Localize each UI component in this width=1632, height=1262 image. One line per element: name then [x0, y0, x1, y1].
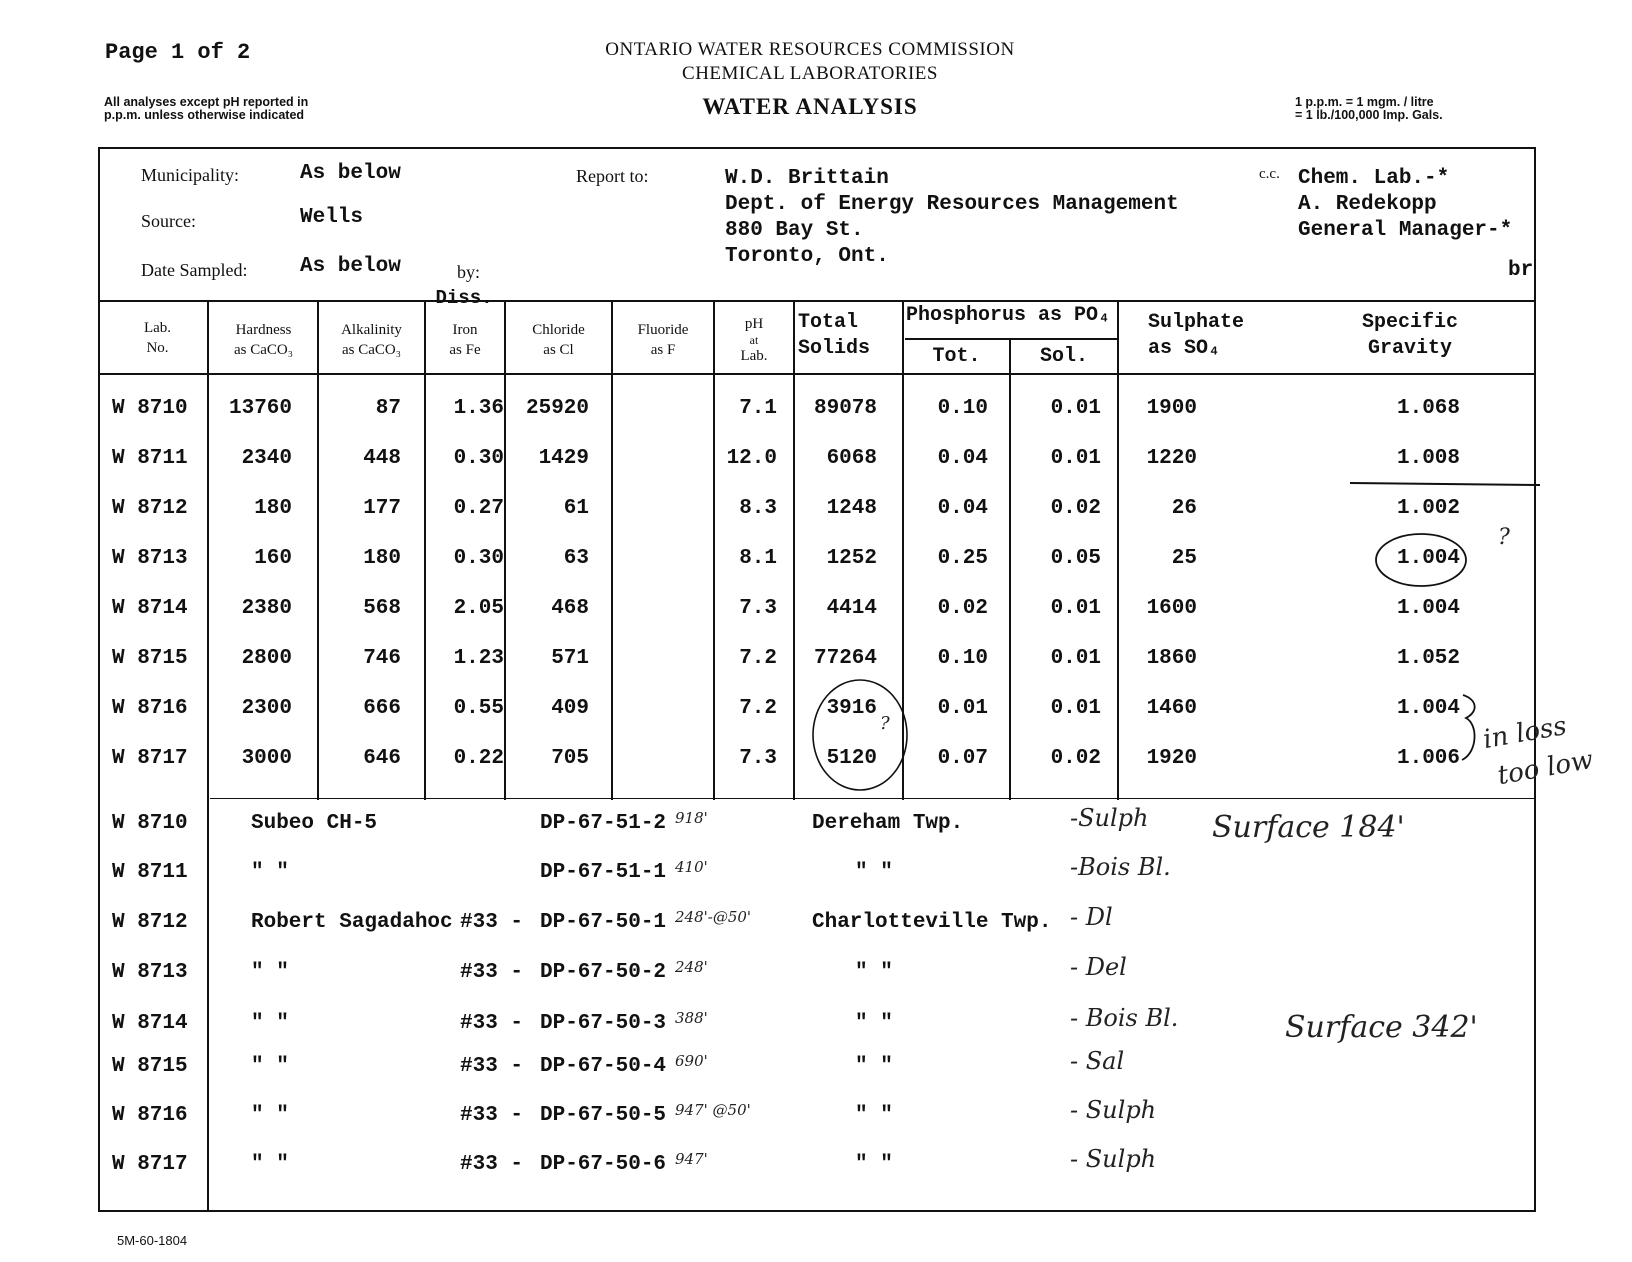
handwritten-note: - Sulph	[1070, 1096, 1157, 1124]
hardness-value: 13760	[228, 397, 292, 420]
chloride-value: 571	[551, 647, 589, 670]
lab-number: W 8713	[112, 961, 188, 984]
well-owner: Subeo CH-5	[251, 812, 378, 835]
col-header-line: as CaCO₃	[342, 342, 401, 358]
col-header-line: Solids	[798, 337, 871, 360]
alkalinity-value: 87	[375, 397, 401, 420]
report-to-label: Report to:	[576, 166, 649, 186]
units-note-line: All analyses except pH reported in	[104, 95, 309, 109]
conversion-note-line: 1 p.p.m. = 1 mgm. / litre	[1295, 95, 1434, 109]
col-header-line: Gravity	[1367, 337, 1452, 360]
iron-value: 0.22	[453, 747, 504, 770]
iron-value: 0.30	[453, 447, 504, 470]
hardness-value: 2800	[241, 647, 292, 670]
well-code: DP-67-50-5	[540, 1104, 667, 1127]
well-number: #33 -	[460, 1055, 524, 1078]
well-owner: " "	[251, 961, 289, 984]
township-ditto: " "	[855, 1012, 893, 1035]
lab-number: W 8716	[112, 697, 188, 720]
municipality-value: As below	[300, 162, 401, 185]
col-header-line: Specific	[1361, 311, 1458, 334]
col-header-line: as Cl	[543, 342, 574, 358]
total-solids-value: 1252	[826, 547, 877, 570]
handwritten-question-mark: ?	[1498, 525, 1510, 550]
lab-number: W 8717	[112, 747, 188, 770]
col-header-line: Iron	[452, 322, 478, 338]
col-header-line: as SO₄	[1148, 337, 1221, 360]
ph-value: 7.1	[739, 397, 777, 420]
township-ditto: " "	[855, 861, 893, 884]
lab-number: W 8713	[112, 547, 188, 570]
col-header-line: Chloride	[532, 322, 585, 338]
handwritten-circle	[813, 680, 907, 790]
hardness-value: 2300	[241, 697, 292, 720]
phosphorus-tot-value: 0.01	[937, 697, 988, 720]
handwritten-depth: 248'	[675, 958, 708, 976]
ph-value: 8.3	[739, 497, 777, 520]
handwritten-note: - Sulph	[1070, 1145, 1157, 1173]
sulphate-value: 1900	[1146, 397, 1197, 420]
address-line: W.D. Brittain	[725, 167, 889, 190]
handwritten-underline	[1350, 483, 1540, 485]
total-solids-value: 1248	[826, 497, 877, 520]
chloride-value: 61	[563, 497, 589, 520]
phosphorus-tot-value: 0.02	[937, 597, 988, 620]
iron-value: 0.27	[453, 497, 504, 520]
handwritten-note: - Del	[1070, 953, 1127, 981]
sulphate-value: 1860	[1146, 647, 1197, 670]
township-ditto: " "	[855, 961, 893, 984]
well-code: DP-67-50-2	[540, 961, 667, 984]
hardness-value: 180	[254, 497, 292, 520]
well-owner: " "	[251, 1012, 289, 1035]
col-header-line: as F	[650, 342, 676, 358]
handwritten-question-mark: ?	[880, 713, 890, 734]
total-solids-value: 77264	[813, 647, 877, 670]
col-header-line: as CaCO₃	[234, 342, 293, 358]
side-note-line: too low	[1495, 744, 1596, 792]
source-label: Source:	[141, 211, 196, 231]
hardness-value: 2340	[241, 447, 292, 470]
well-code: DP-67-50-1	[540, 911, 667, 934]
handwritten-note: - Sal	[1070, 1047, 1125, 1075]
col-header-p-tot: Tot.	[932, 345, 981, 368]
township: Dereham Twp.	[812, 812, 964, 835]
handwritten-depth: 248'-@50'	[675, 908, 752, 926]
handwritten-depth: 947' @50'	[675, 1101, 751, 1119]
specific-gravity-value: 1.004	[1396, 597, 1460, 620]
well-number: #33 -	[460, 961, 524, 984]
lab-number: W 8714	[112, 1012, 188, 1035]
total-solids-value: 89078	[813, 397, 877, 420]
chloride-value: 468	[551, 597, 589, 620]
iron-value: 1.23	[453, 647, 504, 670]
address-line: Dept. of Energy Resources Management	[725, 193, 1179, 216]
date-sampled-label: Date Sampled:	[141, 260, 248, 280]
lab-number: W 8717	[112, 1153, 188, 1176]
phosphorus-sol-value: 0.05	[1050, 547, 1101, 570]
cc-line: Chem. Lab.-*	[1298, 167, 1450, 190]
chloride-value: 705	[551, 747, 589, 770]
handwritten-note: - Bois Bl.	[1070, 1004, 1179, 1032]
specific-gravity-value: 1.004	[1396, 697, 1460, 720]
phosphorus-sol-value: 0.02	[1050, 497, 1101, 520]
lab-number: W 8710	[112, 397, 188, 420]
hardness-value: 160	[254, 547, 292, 570]
alkalinity-value: 746	[363, 647, 401, 670]
township: Charlotteville Twp.	[812, 911, 1052, 934]
specific-gravity-value: 1.068	[1396, 397, 1460, 420]
iron-value: 2.05	[453, 597, 504, 620]
well-code: DP-67-50-3	[540, 1012, 667, 1035]
alkalinity-value: 568	[363, 597, 401, 620]
well-code: DP-67-51-1	[540, 861, 667, 884]
well-code: DP-67-50-4	[540, 1055, 667, 1078]
township-ditto: " "	[855, 1055, 893, 1078]
chloride-value: 25920	[525, 397, 589, 420]
source-value: Wells	[300, 206, 364, 229]
township-ditto: " "	[855, 1153, 893, 1176]
col-header-diss: Diss.	[435, 287, 493, 309]
specific-gravity-value: 1.006	[1396, 747, 1460, 770]
phosphorus-sol-value: 0.01	[1050, 397, 1101, 420]
handwritten-surface-note: Surface 184'	[1212, 810, 1405, 845]
lab-number: W 8712	[112, 497, 188, 520]
phosphorus-sol-value: 0.01	[1050, 697, 1101, 720]
alkalinity-value: 448	[363, 447, 401, 470]
municipality-label: Municipality:	[141, 165, 239, 185]
sulphate-value: 26	[1171, 497, 1197, 520]
phosphorus-tot-value: 0.04	[937, 447, 988, 470]
handwritten-circle	[1376, 534, 1466, 586]
handwritten-brace	[1462, 695, 1475, 760]
handwritten-depth: 410'	[675, 858, 708, 876]
iron-value: 0.30	[453, 547, 504, 570]
cc-label: c.c.	[1259, 166, 1280, 182]
col-header-line: at	[749, 333, 759, 347]
handwritten-note: -Bois Bl.	[1070, 853, 1171, 881]
alkalinity-value: 666	[363, 697, 401, 720]
by-label: by:	[457, 262, 481, 282]
well-owner: Robert Sagadahoc	[251, 911, 453, 934]
col-header-line: Lab.	[143, 320, 172, 336]
lab-number: W 8715	[112, 1055, 188, 1078]
handwritten-depth: 918'	[675, 809, 708, 827]
well-owner: " "	[251, 861, 289, 884]
township-ditto: " "	[855, 1104, 893, 1127]
lab-number: W 8710	[112, 812, 188, 835]
handwritten-note: - Dl	[1070, 903, 1113, 931]
address-line: 880 Bay St.	[725, 219, 864, 242]
total-solids-value: 6068	[826, 447, 877, 470]
cc-line: General Manager-*	[1298, 219, 1513, 242]
specific-gravity-value: 1.052	[1396, 647, 1460, 670]
phosphorus-tot-value: 0.04	[937, 497, 988, 520]
well-number: #33 -	[460, 911, 524, 934]
ph-value: 7.2	[739, 647, 777, 670]
chloride-value: 1429	[538, 447, 589, 470]
col-header-line: Hardness	[235, 322, 292, 338]
col-header-line: Total	[798, 311, 859, 334]
alkalinity-value: 180	[363, 547, 401, 570]
alkalinity-value: 177	[363, 497, 401, 520]
lab-number: W 8711	[112, 861, 188, 884]
sulphate-value: 25	[1171, 547, 1197, 570]
cc-line: A. Redekopp	[1298, 193, 1437, 216]
well-code: DP-67-51-2	[540, 812, 667, 835]
chloride-value: 63	[563, 547, 589, 570]
phosphorus-tot-value: 0.10	[937, 397, 988, 420]
iron-value: 0.55	[453, 697, 504, 720]
lab-number: W 8716	[112, 1104, 188, 1127]
phosphorus-tot-value: 0.25	[937, 547, 988, 570]
col-header-line: pH	[744, 316, 764, 332]
well-number: #33 -	[460, 1104, 524, 1127]
lab-number: W 8715	[112, 647, 188, 670]
page-label: Page 1 of 2	[105, 40, 251, 65]
specific-gravity-value: 1.008	[1396, 447, 1460, 470]
well-owner: " "	[251, 1104, 289, 1127]
address-line: Toronto, Ont.	[725, 245, 889, 268]
ph-value: 7.3	[739, 597, 777, 620]
lab-number: W 8712	[112, 911, 188, 934]
well-owner: " "	[251, 1153, 289, 1176]
lab-number: W 8714	[112, 597, 188, 620]
phosphorus-tot-value: 0.10	[937, 647, 988, 670]
total-solids-value: 5120	[826, 747, 877, 770]
well-code: DP-67-50-6	[540, 1153, 667, 1176]
total-solids-value: 3916	[826, 697, 877, 720]
side-note-line: in loss	[1480, 710, 1569, 756]
sulphate-value: 1460	[1146, 697, 1197, 720]
ph-value: 7.2	[739, 697, 777, 720]
sulphate-value: 1220	[1146, 447, 1197, 470]
sulphate-value: 1600	[1146, 597, 1197, 620]
specific-gravity-value: 1.002	[1396, 497, 1460, 520]
well-owner: " "	[251, 1055, 289, 1078]
phosphorus-sol-value: 0.01	[1050, 447, 1101, 470]
form-code: 5M-60-1804	[117, 1233, 188, 1248]
alkalinity-value: 646	[363, 747, 401, 770]
chloride-value: 409	[551, 697, 589, 720]
col-header-line: Fluoride	[637, 322, 689, 338]
conversion-note-line: = 1 lb./100,000 Imp. Gals.	[1295, 108, 1443, 122]
lab-number: W 8711	[112, 447, 188, 470]
handwritten-depth: 388'	[675, 1009, 708, 1027]
phosphorus-tot-value: 0.07	[937, 747, 988, 770]
col-header-line: Alkalinity	[341, 322, 402, 338]
units-note-line: p.p.m. unless otherwise indicated	[104, 108, 305, 122]
col-header-phosphorus: Phosphorus as PO₄	[906, 304, 1111, 327]
col-header-line: Lab.	[740, 348, 768, 364]
col-header-p-sol: Sol.	[1039, 345, 1088, 368]
document-title: WATER ANALYSIS	[702, 94, 918, 119]
iron-value: 1.36	[453, 397, 504, 420]
specific-gravity-value: 1.004	[1396, 547, 1460, 570]
ph-value: 12.0	[726, 447, 777, 470]
lab-name: CHEMICAL LABORATORIES	[682, 63, 938, 84]
total-solids-value: 4414	[826, 597, 877, 620]
typist-initials: br	[1508, 259, 1534, 282]
hardness-value: 2380	[241, 597, 292, 620]
phosphorus-sol-value: 0.02	[1050, 747, 1101, 770]
sulphate-value: 1920	[1146, 747, 1197, 770]
handwritten-depth: 947'	[675, 1150, 708, 1168]
col-header-line: as Fe	[449, 342, 481, 358]
ph-value: 7.3	[739, 747, 777, 770]
date-sampled-value: As below	[300, 255, 401, 278]
ph-value: 8.1	[739, 547, 777, 570]
phosphorus-sol-value: 0.01	[1050, 647, 1101, 670]
col-header-line: No.	[146, 340, 169, 356]
col-header-line: Sulphate	[1148, 311, 1245, 334]
phosphorus-sol-value: 0.01	[1050, 597, 1101, 620]
handwritten-depth: 690'	[675, 1052, 708, 1070]
hardness-value: 3000	[241, 747, 292, 770]
handwritten-surface-note: Surface 342'	[1285, 1010, 1478, 1045]
well-number: #33 -	[460, 1153, 524, 1176]
well-number: #33 -	[460, 1012, 524, 1035]
handwritten-note: -Sulph	[1070, 804, 1149, 832]
organization-name: ONTARIO WATER RESOURCES COMMISSION	[605, 39, 1015, 60]
